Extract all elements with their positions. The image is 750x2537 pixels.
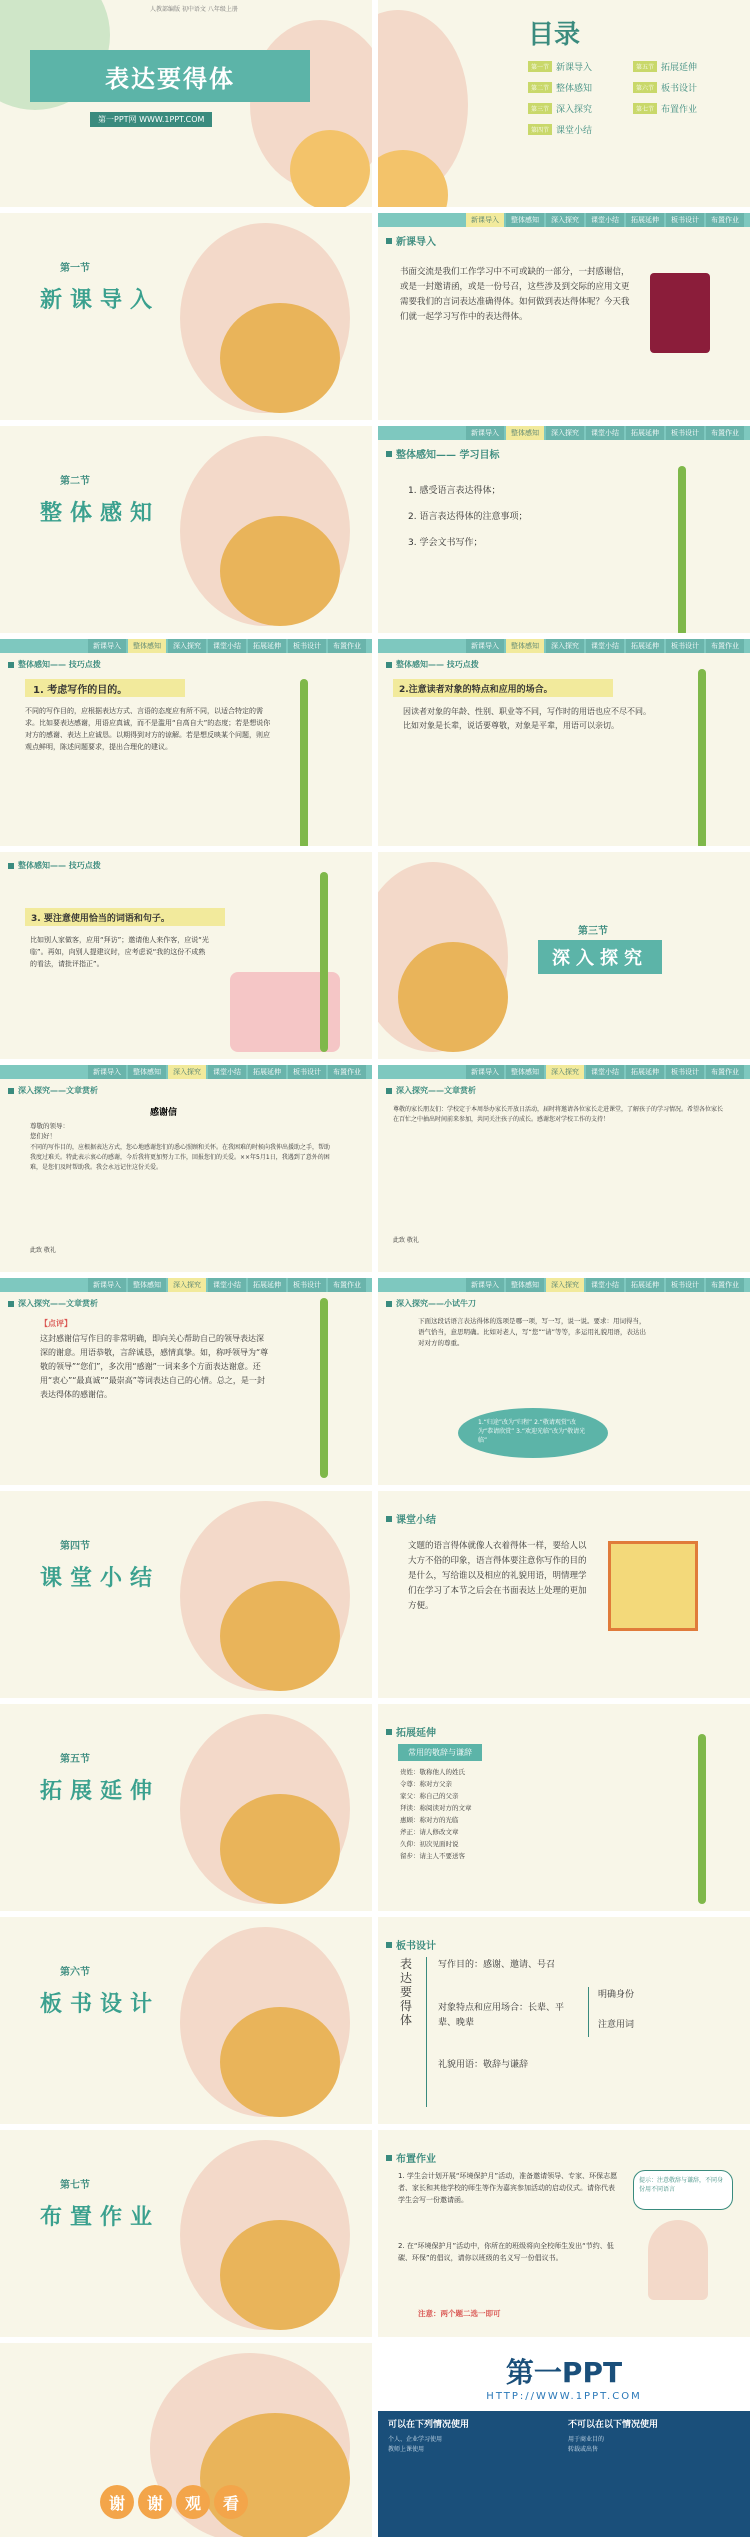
board-bracket-right	[588, 1987, 589, 2037]
goal-item: 3. 学会文书写作；	[408, 538, 483, 548]
board-right-2: 注意用词	[598, 2020, 635, 2030]
tab-overview[interactable]: 整体感知	[506, 639, 544, 653]
vine-deco	[678, 466, 686, 633]
tab-intro[interactable]: 新课导入	[466, 639, 504, 653]
homework-task-2: 2. 在“环境保护月”活动中，你所在的班级将向全校师生发出“节约、低碳、环保”的倡议，请你以班级的名义写一份倡议书。	[398, 2242, 614, 2262]
heading-text: 课堂小结	[396, 1515, 436, 1526]
thanks-char: 观	[176, 2485, 210, 2519]
toc-label: 新课导入	[556, 63, 593, 73]
moon-deco	[220, 303, 340, 413]
ext-item: 留步：请主人不要送客	[400, 1852, 465, 1860]
practice-text: 下面这段话语言表达得体的选项是哪一项，写一写，说一说。要求：用词得当，语气恰当，意思明确。比如对老人，写“您”“请”等等，多运用礼貌用语，表达出对对方的尊重。	[418, 1317, 646, 1347]
heading-marker-icon	[386, 2155, 392, 2161]
thanks-char: 看	[214, 2485, 248, 2519]
skill-point: 2.注意读者对象的特点和应用的场合。	[393, 679, 613, 697]
tab-bar	[378, 1065, 750, 1079]
tab-bar	[378, 213, 750, 227]
student-illustration-icon	[648, 2220, 708, 2300]
heading-text: 新课导入	[396, 237, 436, 248]
section-heading	[386, 1937, 436, 1952]
toc-no: 第二节	[528, 82, 552, 93]
tab-extend[interactable]: 拓展延伸	[248, 1278, 286, 1292]
heading-text: 拓展延伸	[396, 1728, 436, 1739]
ext-item: 惠顾：称对方的光临	[400, 1816, 459, 1824]
section-heading	[386, 446, 499, 461]
section-heading	[8, 1085, 98, 1096]
tab-summary[interactable]: 课堂小结	[208, 639, 246, 653]
slide-cover	[0, 0, 372, 207]
heading-marker-icon	[386, 662, 392, 668]
heading-text: 深入探究——文章赏析	[18, 1086, 98, 1095]
ext-list	[400, 1766, 472, 1862]
slide-skill-3	[0, 852, 372, 1059]
tab-homework[interactable]: 布置作业	[706, 639, 744, 653]
chapter-no: 第六节	[60, 1967, 90, 1978]
tab-explore[interactable]: 深入探究	[168, 1278, 206, 1292]
heading-marker-icon	[386, 1301, 392, 1307]
goal-item: 1. 感受语言表达得体；	[408, 486, 501, 496]
comment-text: 这封感谢信写作目的非常明确，即向关心帮助自己的领导表达深深的谢意。用语恭敬，言辞诚恳，感情真挚。如，称呼领导为“尊敬的领导”“您们”，多次用“感谢”一词来多个方面表达谢意。还用“衷心”“最真诚”“最崇高”等词表达自己的心情。总之，是一封表达得体的感谢信。	[40, 1334, 269, 1399]
vine-deco	[300, 679, 308, 846]
window-illustration-icon	[608, 1541, 698, 1631]
tab-bar	[0, 1278, 372, 1292]
right-title: 不可以在以下情况使用	[568, 2420, 659, 2430]
tab-summary[interactable]: 课堂小结	[586, 1065, 624, 1079]
tab-summary[interactable]: 课堂小结	[208, 1065, 246, 1079]
moon-deco	[220, 516, 340, 626]
tab-summary[interactable]: 课堂小结	[586, 639, 624, 653]
tab-bar	[0, 639, 372, 653]
section-heading	[386, 1724, 436, 1739]
tab-board[interactable]: 板书设计	[666, 639, 704, 653]
tab-intro[interactable]: 新课导入	[466, 1278, 504, 1292]
slide-chapter-1	[0, 213, 372, 420]
tab-intro[interactable]: 新课导入	[88, 1065, 126, 1079]
tab-bar	[378, 639, 750, 653]
heading-marker-icon	[386, 1088, 392, 1094]
ext-item: 贵姓：敬称他人的姓氏	[400, 1768, 465, 1776]
board-line-1: 写作目的：感谢、邀请、号召	[438, 1960, 556, 1970]
skill-point: 3. 要注意使用恰当的词语和句子。	[25, 908, 225, 926]
heading-text: 整体感知—— 技巧点拨	[18, 861, 101, 870]
toc-label: 布置作业	[661, 105, 698, 115]
tab-board[interactable]: 板书设计	[666, 213, 704, 227]
hint-bubble: 提示：注意敬辞与谦辞，不同身份用不同语言	[633, 2170, 733, 2210]
moon-deco	[220, 2007, 340, 2117]
tab-homework[interactable]: 布置作业	[328, 639, 366, 653]
tab-overview[interactable]: 整体感知	[128, 639, 166, 653]
chapter-no: 第四节	[60, 1541, 90, 1552]
chapter-name: 整体感知	[40, 501, 161, 526]
brand-logo: 第一PPT	[505, 2356, 623, 2389]
toc-item[interactable]	[528, 102, 633, 115]
toc-label: 深入探究	[556, 105, 593, 115]
left-list	[388, 2435, 442, 2455]
slide-goals	[378, 426, 750, 633]
chapter-no: 第三节	[578, 926, 608, 937]
heading-marker-icon	[386, 451, 392, 457]
doc-greet-2: 您们好！	[30, 1132, 56, 1140]
board-line-2: 对象特点和应用场合：长辈、平辈、晚辈	[438, 2003, 565, 2028]
board-right-1: 明确身份	[598, 1990, 635, 2000]
doc-greet: 尊敬的领导：	[30, 1122, 69, 1130]
section-heading	[386, 233, 436, 248]
cover-note: 人教部编版 初中语文 八年级上册	[150, 6, 238, 13]
summary-text: 文题的语言得体就像人衣着得体一样，要给人以大方不俗的印象，语言得体要注意你写作的目的是什么，写给谁以及相应的礼貌用语，明情理学们在学习了本节之后会在书面表达上处理的更加方便。	[408, 1541, 587, 1611]
ext-sub: 常用的敬辞与谦辞	[398, 1744, 482, 1761]
vine-deco	[320, 1298, 328, 1478]
slide-chapter-5	[0, 1704, 372, 1911]
slide-toc	[378, 0, 750, 207]
left-item: 个人、企业学习使用	[388, 2436, 443, 2443]
toc-no: 第七节	[633, 103, 657, 114]
tab-explore[interactable]: 深入探究	[546, 1065, 584, 1079]
thanks-row	[100, 2485, 248, 2519]
tab-intro[interactable]: 新课导入	[88, 639, 126, 653]
slide-skill-1	[0, 639, 372, 846]
slide-essay-2	[378, 1065, 750, 1272]
homework-task-1: 1. 学生会计划开展“环境保护月”活动，准备邀请领导、专家、环保志愿者、家长和其他学校的师生等作为嘉宾参加活动的启动仪式。请你代表学生会写一份邀请函。	[398, 2172, 618, 2204]
heading-marker-icon	[386, 1729, 392, 1735]
slide-chapter-6	[0, 1917, 372, 2124]
moon-deco	[220, 1581, 340, 1691]
chapter-name: 课堂小结	[40, 1566, 161, 1591]
doc-body: 不同的写作目的，应根据表达方式，您心地感谢您们的悉心照顾和关怀。在我困难的时候向我伸出援助之手，帮助我度过难关。特此表示衷心的感谢，今后我将更加努力工作，回报您们的关爱。××年5月1日，我遇到了意外的困难，是您们及时帮助我。我会永远记住这份关爱。	[30, 1144, 331, 1171]
thanks-char: 谢	[100, 2485, 134, 2519]
board-bracket	[426, 1957, 427, 2107]
tab-explore[interactable]: 深入探究	[546, 1278, 584, 1292]
skill-text: 比如别人家做客，应用“拜访”；邀请他人来作客，应说“光临”。再如，向别人提建议时，应考虑说“我的这份不成熟的看法，请批评指正”。	[30, 936, 209, 968]
tab-board[interactable]: 板书设计	[666, 1278, 704, 1292]
tab-intro[interactable]: 新课导入	[466, 213, 504, 227]
chapter-no: 第一节	[60, 263, 90, 274]
tab-explore[interactable]: 深入探究	[546, 639, 584, 653]
heading-text: 深入探究——小试牛刀	[396, 1299, 476, 1308]
tab-explore[interactable]: 深入探究	[546, 213, 584, 227]
chapter-name-box	[538, 940, 662, 974]
tab-summary[interactable]: 课堂小结	[586, 426, 624, 440]
skill-text: 不同的写作目的，应根据表达方式、言语的态度应有所不同，以适合特定的需求。比如要表达感谢，用语应真诚，而不是滥用“自高自大”的态度；若是想说你对方的感谢、表达上应诚恳。以期得到对方的谅解。若是想反映某个问题，则应观点鲜明，陈述问题要求，提出合理化的建议。	[25, 707, 271, 751]
ext-item: 斧正：请人修改文章	[400, 1828, 459, 1836]
toc-item[interactable]	[528, 123, 633, 136]
heading-text: 板书设计	[396, 1941, 436, 1952]
answer-bubble: 1.“归途”改为“归程” 2.“敬请观赏”改为“恭请欣赏” 3.“欢迎光临”改为“敬请光临”	[458, 1408, 608, 1458]
toc-item[interactable]	[633, 81, 738, 94]
heading-text: 整体感知—— 技巧点拨	[18, 660, 101, 669]
tab-board[interactable]: 板书设计	[288, 1065, 326, 1079]
brand-url[interactable]: HTTP://WWW.1PPT.COM	[486, 2391, 642, 2402]
toc-no: 第三节	[528, 103, 552, 114]
slide-essay-1	[0, 1065, 372, 1272]
slide-chapter-4	[0, 1491, 372, 1698]
chapter-name: 板书设计	[40, 1992, 161, 2017]
tab-intro[interactable]: 新课导入	[466, 426, 504, 440]
heading-marker-icon	[8, 1301, 14, 1307]
tab-explore[interactable]: 深入探究	[546, 426, 584, 440]
slide-board	[378, 1917, 750, 2124]
section-heading	[8, 659, 101, 670]
heading-text: 深入探究——文章赏析	[396, 1086, 476, 1095]
slide-summary	[378, 1491, 750, 1698]
toc-no: 第一节	[528, 61, 552, 72]
slide-footer	[378, 2343, 750, 2537]
moon-deco	[220, 1794, 340, 1904]
moon-deco	[398, 942, 508, 1052]
tab-intro[interactable]: 新课导入	[466, 1065, 504, 1079]
ext-item: 令尊：称对方父亲	[400, 1780, 452, 1788]
toc-no: 第五节	[633, 61, 657, 72]
heading-marker-icon	[8, 1088, 14, 1094]
toc-item[interactable]	[633, 102, 738, 115]
comment-tag: 【点评】	[40, 1319, 72, 1328]
tab-homework[interactable]: 布置作业	[706, 213, 744, 227]
slide-intro	[378, 213, 750, 420]
slide-extension	[378, 1704, 750, 1911]
tab-summary[interactable]: 课堂小结	[208, 1278, 246, 1292]
tab-overview[interactable]: 整体感知	[128, 1278, 166, 1292]
section-heading	[386, 1085, 476, 1096]
right-item: 转载或出售	[568, 2446, 599, 2453]
heading-marker-icon	[386, 238, 392, 244]
tab-extend[interactable]: 拓展延伸	[626, 426, 664, 440]
intro-text: 书面交流是我们工作学习中不可或缺的一部分，一封感谢信，或是一封邀请函，或是一份号召，这些涉及到交际的应用文更需要我们的言词表达准确得体。如何做到表达得体呢？今天我们就一起学习写作中的表达得体。	[400, 267, 630, 322]
vine-deco	[698, 669, 706, 846]
tab-extend[interactable]: 拓展延伸	[248, 1065, 286, 1079]
heading-marker-icon	[386, 1516, 392, 1522]
heading-text: 布置作业	[396, 2154, 436, 2165]
goal-item: 2. 语言表达得体的注意事项；	[408, 512, 528, 522]
tab-overview[interactable]: 整体感知	[506, 1278, 544, 1292]
tab-bar	[378, 1278, 750, 1292]
thanks-char: 谢	[138, 2485, 172, 2519]
slide-thanks	[0, 2343, 372, 2537]
toc-label: 板书设计	[661, 84, 698, 94]
ext-item: 拜读：称阅读对方的文章	[400, 1804, 472, 1812]
toc-label: 拓展延伸	[661, 63, 698, 73]
vine-deco	[698, 1734, 706, 1904]
tab-homework[interactable]: 布置作业	[706, 1065, 744, 1079]
toc-title: 目录	[528, 20, 581, 50]
slide-chapter-7	[0, 2130, 372, 2337]
tab-extend[interactable]: 拓展延伸	[626, 213, 664, 227]
slide-chapter-2	[0, 426, 372, 633]
heading-marker-icon	[386, 1942, 392, 1948]
cover-title-bar	[30, 50, 310, 102]
skill-text: 因读者对象的年龄、性别、职业等不同，写作时的用语也应不尽不同。比如对象是长辈，说话要尊敬，对象是平辈，用语可以亲切。	[403, 707, 651, 730]
toc-no: 第四节	[528, 124, 552, 135]
section-heading	[8, 1298, 98, 1309]
doc-sign: 此致 敬礼	[393, 1237, 419, 1244]
tab-explore[interactable]: 深入探究	[168, 639, 206, 653]
section-heading	[386, 1511, 436, 1526]
cover-subtitle: 第一PPT网 WWW.1PPT.COM	[90, 112, 212, 127]
letter-box-icon	[650, 273, 710, 353]
moon-deco	[220, 2220, 340, 2330]
toc-item[interactable]	[528, 81, 633, 94]
moon-deco	[290, 130, 370, 207]
board-side-title: 表达要得体	[400, 1957, 413, 2027]
left-item: 教师上课使用	[388, 2446, 425, 2453]
ext-item: 久仰：初次见面时说	[400, 1840, 459, 1848]
slide-comment	[0, 1278, 372, 1485]
tab-board[interactable]: 板书设计	[666, 1065, 704, 1079]
cover-title: 表达要得体	[105, 64, 235, 93]
tab-overview[interactable]: 整体感知	[506, 1065, 544, 1079]
section-heading	[386, 659, 479, 670]
footer-panel	[378, 2411, 750, 2537]
tab-summary[interactable]: 课堂小结	[586, 1278, 624, 1292]
vine-deco	[320, 872, 328, 1052]
tab-extend[interactable]: 拓展延伸	[626, 1065, 664, 1079]
toc-list	[528, 60, 738, 136]
toc-no: 第六节	[633, 82, 657, 93]
tab-board[interactable]: 板书设计	[288, 639, 326, 653]
heading-marker-icon	[8, 863, 14, 869]
chapter-no: 第七节	[60, 2180, 90, 2191]
heading-text: 深入探究——文章赏析	[18, 1299, 98, 1308]
slide-chapter-3	[378, 852, 750, 1059]
chapter-no: 第二节	[60, 476, 90, 487]
tab-bar	[378, 426, 750, 440]
slide-practice	[378, 1278, 750, 1485]
tab-extend[interactable]: 拓展延伸	[626, 1278, 664, 1292]
skill-point: 1. 考虑写作的目的。	[25, 679, 185, 697]
tab-extend[interactable]: 拓展延伸	[248, 639, 286, 653]
chapter-name: 拓展延伸	[40, 1779, 161, 1804]
tab-intro[interactable]: 新课导入	[88, 1278, 126, 1292]
tab-explore[interactable]: 深入探究	[168, 1065, 206, 1079]
toc-item[interactable]	[633, 60, 738, 73]
tab-board[interactable]: 板书设计	[288, 1278, 326, 1292]
section-heading	[386, 1298, 476, 1309]
doc-sign: 此致 敬礼	[30, 1247, 56, 1254]
toc-label: 课堂小结	[556, 126, 593, 136]
toc-item[interactable]	[528, 60, 633, 73]
section-heading	[8, 860, 101, 871]
tab-extend[interactable]: 拓展延伸	[626, 639, 664, 653]
right-item: 用于商业目的	[568, 2436, 605, 2443]
left-title: 可以在下列情况使用	[388, 2420, 470, 2430]
chapter-name: 深入探究	[552, 948, 648, 969]
chapter-name: 布置作业	[40, 2205, 161, 2230]
toc-label: 整体感知	[556, 84, 593, 94]
section-heading	[386, 2150, 436, 2165]
doc-body: 尊敬的家长朋友们：学校定于本周举办家长开放日活动，届时将邀请各位家长走进课堂，了解孩子的学习情况。希望各位家长在百忙之中抽出时间前来参加，共同关注孩子的成长。感谢您对学校工作的支持！	[393, 1106, 724, 1123]
tab-overview[interactable]: 整体感知	[506, 213, 544, 227]
slide-skill-2	[378, 639, 750, 846]
ext-item: 家父：称自己的父亲	[400, 1792, 459, 1800]
tab-summary[interactable]: 课堂小结	[586, 213, 624, 227]
tab-bar	[0, 1065, 372, 1079]
chapter-no: 第五节	[60, 1754, 90, 1765]
tab-overview[interactable]: 整体感知	[128, 1065, 166, 1079]
tab-homework[interactable]: 布置作业	[328, 1278, 366, 1292]
tab-overview[interactable]: 整体感知	[506, 426, 544, 440]
tab-board[interactable]: 板书设计	[666, 426, 704, 440]
heading-text: 整体感知—— 技巧点拨	[396, 660, 479, 669]
homework-note: 注意：两个题二选一即可	[418, 2309, 501, 2318]
tab-homework[interactable]: 布置作业	[328, 1065, 366, 1079]
doc-title: 感谢信	[150, 1108, 178, 1118]
slide-homework	[378, 2130, 750, 2337]
heading-marker-icon	[8, 662, 14, 668]
goal-list	[408, 478, 527, 556]
board-line-3: 礼貌用语：敬辞与谦辞	[438, 2060, 529, 2070]
chapter-name: 新课导入	[40, 288, 161, 313]
heading-text: 整体感知—— 学习目标	[396, 450, 500, 461]
tab-homework[interactable]: 布置作业	[706, 426, 744, 440]
right-list	[568, 2435, 604, 2455]
tab-homework[interactable]: 布置作业	[706, 1278, 744, 1292]
